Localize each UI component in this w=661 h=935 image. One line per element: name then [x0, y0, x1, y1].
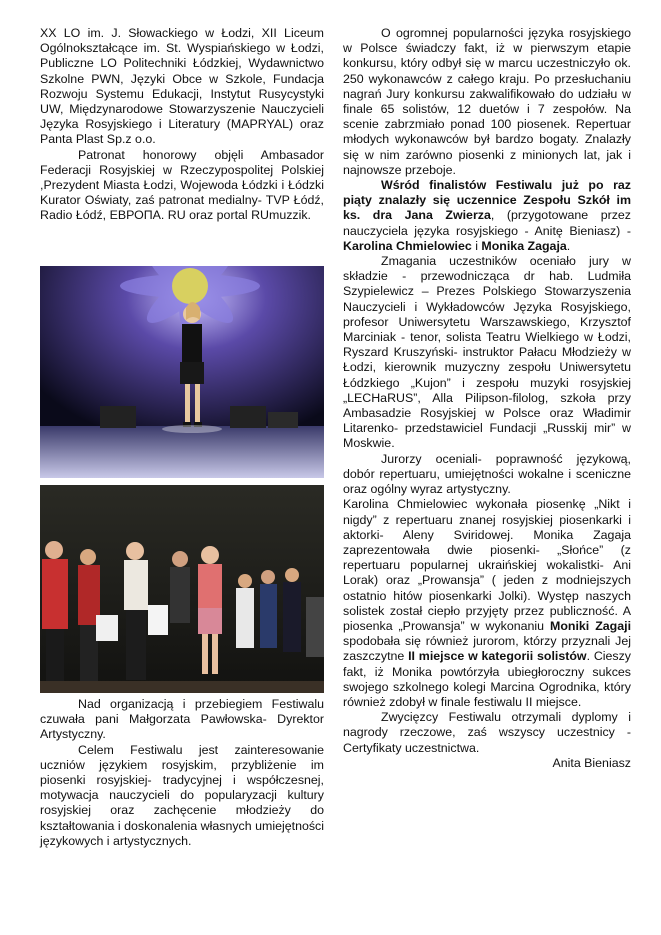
paragraph-performances: Karolina Chmielowiec wykonała piosenkę „Nikt i nigdy” z repertuaru znanej rosyjskiej piosenkarki i aktorki- Aleny Sviridowej. Monika Zagaja zaprezentowała dwie piosenki- „Słońce” (z repertuaru popularnej ukraińskiej wokalistki- Ani Lorak) oraz „Prowansja” ( jeden z modniejszych ostatnio hitów piosenkarki Jolki). Występ naszych solistek został ciepło przyjęty przez publiczność. A piosenka „Prowansja” w wykonaniu Moniki Zagaji spodobała się również jurorom, którzy przyznali Jej zaszczytne II miejsce w kategorii solistów. Cieszy fakt, iż Monika powtórzyła ubiegłoroczny sukces swojego szkolnego kolegi Marcina Ogrodnika, który również zdobył w finale festiwalu II miejsce. [343, 497, 632, 709]
stage-performance-image [40, 266, 324, 478]
right-column [343, 26, 631, 771]
award-ceremony-image [40, 485, 324, 693]
left-column-top [40, 26, 324, 224]
left-column-bottom [40, 697, 324, 849]
paragraph-festival-goal: Celem Festiwalu jest zainteresowanie uczniów językiem rosyjskim, przybliżenie im piosenki rosyjskiej- tradycyjnej i współczesnej, motywacja nauczycieli do popularyzacji kultury rosyjskiej oraz zachęcenie młodzieży do kształtowania i doskonalenia własnych umiejętności językowych i artystycznych. [40, 742, 324, 848]
finalists-highlight: Wśród finalistów Festiwalu już po raz piąty znalazły się uczennice Zespołu Szkół im ks. dra Jana Zwierza [343, 178, 631, 223]
photo-singer-on-stage [40, 266, 324, 478]
paragraph-finalists: Wśród finalistów Festiwalu już po raz piąty znalazły się uczennice Zespołu Szkół im ks. dra Jana Zwierza, (przygotowane przez nauczyciela języka rosyjskiego - Anitę Bieniasz) - Karolina Chmielowiec i Monika Zagaja. [343, 178, 631, 253]
paragraph-patronage: Patronat honorowy objęli Ambasador Federacji Rosyjskiej w Rzeczypospolitej Polskiej ,Prezydent Miasta Łodzi, Wojewoda Łódzki i Łódzki Kurator Oświaty, zaś patronat medialny- TVP Łódź, Radio Łódź, ЕВРОПА. RU oraz portal RUmuzzik. [40, 147, 324, 223]
paragraph-criteria: Jurorzy oceniali- poprawność językową, dobór repertuaru, umiejętności wokalne i sceniczne oraz ogólny wyraz artystyczny. [343, 451, 631, 497]
student-name-2: Monika Zagaja [481, 238, 567, 253]
paragraph-organization: Nad organizacją i przebiegiem Festiwalu czuwała pani Małgorzata Pawłowska- Dyrektor Artystyczny. [40, 697, 324, 742]
award-place: II miejsce w kategorii solistów [408, 649, 587, 664]
paragraph-prizes: Zwycięzcy Festiwalu otrzymali dyplomy i nagrody rzeczowe, zaś wszyscy uczestnicy - Certyfikaty uczestnictwa. [343, 710, 631, 755]
paragraph-sponsors: XX LO im. J. Słowackiego w Łodzi, XII Liceum Ogólnokształcące im. St. Wyspiańskiego w Łodzi, Publiczne LO Politechniki Łódzkiej, Wydawnictwo Szkolne PWN, Języki Obce w Szkole, Fundacja Rozwoju Systemu Edukacji, Instytut Rusycystyki UW, Międzynarodowe Stowarzyszenie Nauczycieli Języka Rosyjskiego i Literatury (MAPRYAL) oraz Panta Plast Sp.z o.o. [40, 26, 324, 147]
photo-award-ceremony [40, 485, 324, 693]
paragraph-jury: Zmagania uczestników oceniało jury w składzie - przewodnicząca dr hab. Ludmiła Szypielewicz – Prezes Polskiego Stowarzyszenia Nauczycieli i Wykładowców Języka Rosyjskiego, profesor Uniwersytetu Warszawskiego, Krzysztof Marciniak - tenor, solista Teatru Wielkiego w Łodzi, Ryszard Kruszyński- instruktor Pałacu Młodzieży w Łodzi, kierownik muzyczny zespołu Uniwersytetu Łódzkiego „Kujon” i zespołu muzyki rosyjskiej „LECHaRUS”, Alla Pilipson-filolog, szkoła przy Ambasadzie Rosyjskiej w Polsce oraz Władimir Litarenko- przedstawiciel Fundacji „Russkij mir” w Moskwie. [343, 254, 631, 451]
student-name-1: Karolina Chmielowiec [343, 238, 472, 253]
paragraph-popularity: O ogromnej popularności języka rosyjskiego w Polsce świadczy fakt, iż w pierwszym etapie konkursu, który odbył się w marcu uczestniczyło ok. 250 wykonawców z całego kraju. Po przesłuchaniu nagrań Jury konkursu zakwalifikowało do udziału w finale 65 solistów, 12 duetów i 7 zespołów. Na scenie zabrzmiało ponad 100 piosenek. Repertuar młodych wykonawców był bardzo bogaty. Znalazły się w nim zarówno piosenki z minionych lat, jak i najnowsze przeboje. [343, 26, 631, 177]
author-signature: Anita Bieniasz [552, 755, 631, 770]
winner-name: Moniki Zagaji [550, 618, 632, 633]
